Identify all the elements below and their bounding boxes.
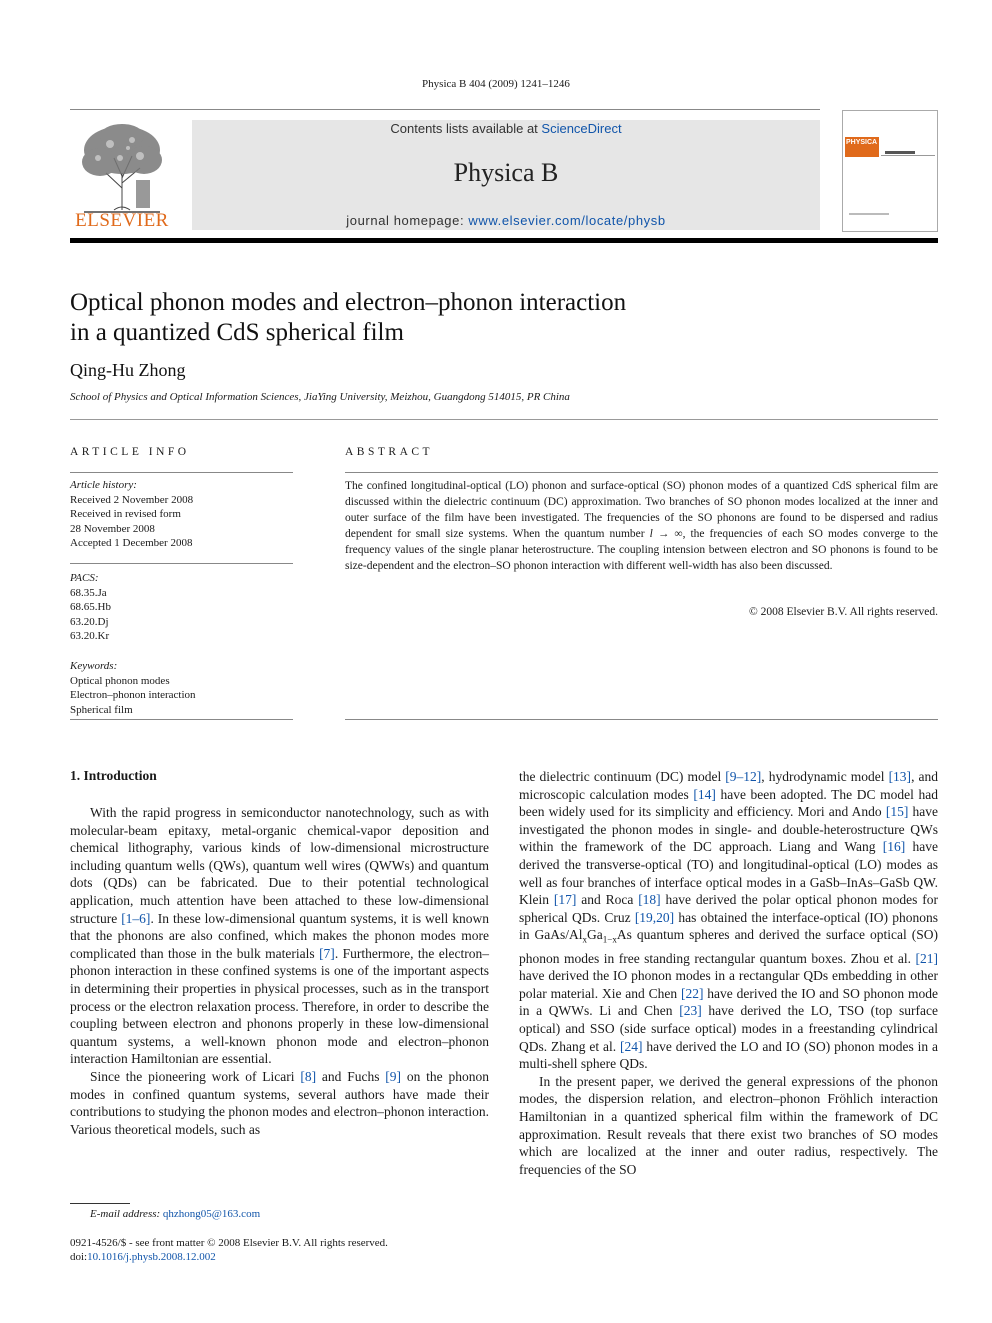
- elsevier-wordmark: ELSEVIER: [75, 210, 169, 231]
- citation-link[interactable]: [24]: [620, 1038, 643, 1054]
- text-run: have been adopted. The DC model had been widely used for its simplicity and efficiency. Mori and Ando: [519, 786, 939, 820]
- text-run: . In these low-dimensional quantum systems, it is well known that the phonons are also confined, which makes the phonon modes more complicated than those in the bulk materials: [70, 910, 489, 961]
- affiliation-rule: [70, 419, 938, 420]
- article-info-rule-mid: [70, 563, 293, 564]
- text-run: have derived the transverse-optical (TO) and longitudinal-optical (LO) modes as well as four branches of interface optical modes in a GaSb–InAs–GaSb QW. Klein: [519, 839, 938, 908]
- citation-link[interactable]: [13]: [888, 769, 912, 784]
- intro-paragraph-1: [70, 804, 489, 1068]
- citation-link[interactable]: [21]: [915, 950, 938, 966]
- email-link[interactable]: qhzhong05@163.com: [162, 1208, 261, 1220]
- history-item: Received in revised form: [70, 508, 181, 521]
- citation-link[interactable]: [22]: [680, 985, 704, 1001]
- intro-paragraph-3: In the present paper, we derived the general expressions of the phonon modes, the dispersion relation, and electron–phonon Fröhlich interaction Hamiltonian in a quantized spherical film within the framework of DC approximation. Result reveals that there exist two branches of SO modes which are localized at the inner and outer radius, respectively. The frequencies of the SO: [519, 1073, 938, 1177]
- abstract-symbol-l: l: [649, 528, 653, 540]
- author-name: Qing-Hu Zhong: [70, 360, 186, 380]
- article-history: [70, 478, 293, 551]
- text-run: have derived the LO and IO (SO) phonon modes in a multi-shell sphere QDs.: [519, 1038, 938, 1072]
- citation-link[interactable]: [14]: [693, 786, 716, 802]
- elsevier-logo: [70, 118, 174, 230]
- sciencedirect-link[interactable]: ScienceDirect: [541, 121, 622, 136]
- journal-homepage: [192, 213, 820, 228]
- text-run: As quantum spheres and derived the surface optical (SO) phonon modes in free standing rectangular quantum boxes. Zhou et al.: [519, 927, 938, 966]
- subscript-1-x: 1−x: [602, 935, 617, 946]
- text-run: . Furthermore, the electron–phonon interaction in these confined systems is one of the important aspects in determining their properties in physical processes, such as in the transport process or the electron relaxation process. Therefore, in order to describe the coupling between electron and phonons properly in these low-dimensional quantum systems, a well-known phonon mode and electron–phonon interaction Hamiltonian are essential.: [70, 945, 489, 1067]
- pacs-item: 63.20.Kr: [70, 630, 110, 643]
- abstract-rule-bottom: [345, 719, 938, 720]
- intro-paragraph-2-continued: [519, 768, 938, 1073]
- keyword-item: Electron–phonon interaction: [70, 689, 196, 702]
- text-run: have derived the IO and SO phonon mode in a QWWs. Li and Chen: [519, 985, 938, 1019]
- issn-doi-footer: [70, 1236, 388, 1265]
- header-thick-rule: [70, 238, 938, 243]
- section-title-introduction: 1. Introduction: [70, 768, 157, 783]
- citation-link[interactable]: [19,20]: [634, 909, 675, 925]
- text-run: , hydrodynamic model: [761, 769, 889, 784]
- citation-link[interactable]: [17]: [553, 892, 577, 908]
- journal-citation: Physica B 404 (2009) 1241–1246: [422, 78, 570, 90]
- pacs-item: 68.65.Hb: [70, 601, 111, 614]
- history-item: Received 2 November 2008: [70, 493, 194, 506]
- citation-link[interactable]: [23]: [679, 1003, 702, 1019]
- abstract-text: [345, 478, 938, 574]
- author-email-footnote: [90, 1208, 260, 1220]
- text-run: have derived the polar optical phonon modes for spherical QDs. Cruz: [519, 892, 939, 925]
- article-info-rule-top: [70, 472, 293, 473]
- cover-subtitle-bar: [885, 151, 915, 154]
- pacs-list: [70, 571, 293, 644]
- footnote-rule: [70, 1203, 130, 1204]
- homepage-link[interactable]: www.elsevier.com/locate/physb: [468, 213, 666, 228]
- citation-link[interactable]: [9–12]: [725, 769, 762, 784]
- abstract-text-part2: , the frequencies of each SO modes converge to the frequency values of the single planar heterostructure. The coupling intension between electron and SO phonons is found to be size-dependent and the electron–SO phonon interaction with different well-width has also been discussed.: [345, 528, 939, 572]
- article-title-line2: in a quantized CdS spherical film: [70, 319, 404, 346]
- text-run: and Fuchs: [316, 1068, 386, 1084]
- citation-link[interactable]: [7]: [319, 945, 335, 961]
- cover-footer-bar: [849, 213, 889, 215]
- text-run: Since the pioneering work of Licari: [90, 1068, 301, 1084]
- keywords-list: [70, 659, 293, 717]
- keyword-item: Spherical film: [70, 703, 133, 716]
- text-run: With the rapid progress in semiconductor nanotechnology, such as with molecular-beam epitaxy, metal-organic chemical-vapor deposition and chemical lithography, various kinds of low-dimensional microstructure including quantum wells (QWs), quantum well wires (QWWs) and quantum dots (QDs) can be fabricated. Due to their potential technological application, much attention have been attached to these low-dimensional structure: [70, 805, 489, 926]
- pacs-item: 63.20.Dj: [70, 615, 109, 628]
- text-run: , and microscopic calculation modes: [519, 769, 938, 802]
- text-run: have derived the IO phonon modes in a rectangular QDs embedding in other polar material. Xie and Chen: [519, 968, 938, 1001]
- contents-line: [192, 121, 820, 136]
- article-info-rule-bottom: [70, 719, 293, 720]
- abstract-rule-top: [345, 472, 938, 473]
- author-affiliation: School of Physics and Optical Information Sciences, JiaYing University, Meizhou, Guangdong 514015, PR China: [70, 391, 570, 403]
- citation-link[interactable]: [8]: [300, 1068, 317, 1084]
- article-info-heading: ARTICLE INFO: [70, 446, 190, 458]
- pacs-label: PACS:: [70, 572, 99, 584]
- text-run: have derived the LO, TSO (top surface optical) and SSO (side surface optical) modes in a freestanding cylindrical QDs. Zhang et al.: [519, 1003, 939, 1054]
- text-run: Ga: [587, 927, 603, 943]
- text-run: on the phonon modes in confined quantum systems, several authors have made their contributions to studying the phonon modes and electron–phonon interaction. Various theoretical models, such as: [70, 1068, 489, 1137]
- text-run: the dielectric continuum (DC) model: [519, 769, 726, 784]
- text-run: have investigated the phonon modes in single- and double-heterostructure QWs within the framework of the DC approach. Liang and Wang: [519, 804, 939, 855]
- contents-prefix: Contents lists available at: [390, 121, 542, 136]
- email-label: E-mail address:: [90, 1208, 161, 1220]
- journal-cover-thumbnail: [842, 110, 938, 232]
- intro-paragraph-2: [70, 1068, 489, 1138]
- citation-link[interactable]: [18]: [638, 892, 661, 908]
- keyword-item: Optical phonon modes: [70, 674, 170, 687]
- body-column-left: [70, 804, 489, 1138]
- article-title-line1: Optical phonon modes and electron–phonon interaction: [70, 289, 627, 316]
- homepage-prefix: journal homepage:: [346, 213, 469, 228]
- abstract-arrow: → ∞: [652, 528, 683, 540]
- abstract-heading: ABSTRACT: [345, 446, 434, 458]
- abstract-copyright: © 2008 Elsevier B.V. All rights reserved.: [749, 606, 938, 618]
- history-item: 28 November 2008: [70, 522, 155, 535]
- issn-line: 0921-4526/$ - see front matter © 2008 Elsevier B.V. All rights reserved.: [70, 1237, 388, 1249]
- history-item: Accepted 1 December 2008: [70, 537, 193, 550]
- subscript-x: x: [582, 935, 587, 946]
- citation-link[interactable]: [16]: [882, 839, 906, 855]
- doi-link[interactable]: 10.1016/j.physb.2008.12.002: [87, 1251, 216, 1264]
- header-top-rule: [70, 109, 820, 110]
- doi-line: [70, 1250, 388, 1264]
- article-history-label: Article history:: [70, 479, 137, 491]
- text-run: and Roca: [576, 892, 639, 908]
- article-title: [70, 288, 770, 348]
- journal-name: Physica B: [453, 158, 559, 187]
- citation-link[interactable]: [15]: [885, 804, 909, 820]
- citation-link[interactable]: [9]: [385, 1068, 402, 1084]
- doi-label: doi:: [70, 1251, 88, 1264]
- keywords-label: Keywords:: [70, 660, 118, 672]
- cover-rule: [881, 155, 935, 156]
- body-column-right: [519, 768, 938, 1178]
- text-run: has obtained the interface-optical (IO) phonons in GaAs/Al: [519, 909, 938, 943]
- citation-link[interactable]: [1–6]: [121, 910, 151, 926]
- pacs-item: 68.35.Ja: [70, 586, 107, 599]
- abstract-text-part1: The confined longitudinal-optical (LO) phonon and surface-optical (SO) phonon modes of a quantized CdS spherical film are discussed within the dielectric continuum (DC) approximation. Two branches of SO phonon modes localized at the inner and outer surface of the film have been investigated. The frequencies of the SO phonons are found to be dispersed and radius dependent for small size systems. When the quantum number: [345, 480, 938, 540]
- cover-title: PHYSICA: [846, 139, 878, 146]
